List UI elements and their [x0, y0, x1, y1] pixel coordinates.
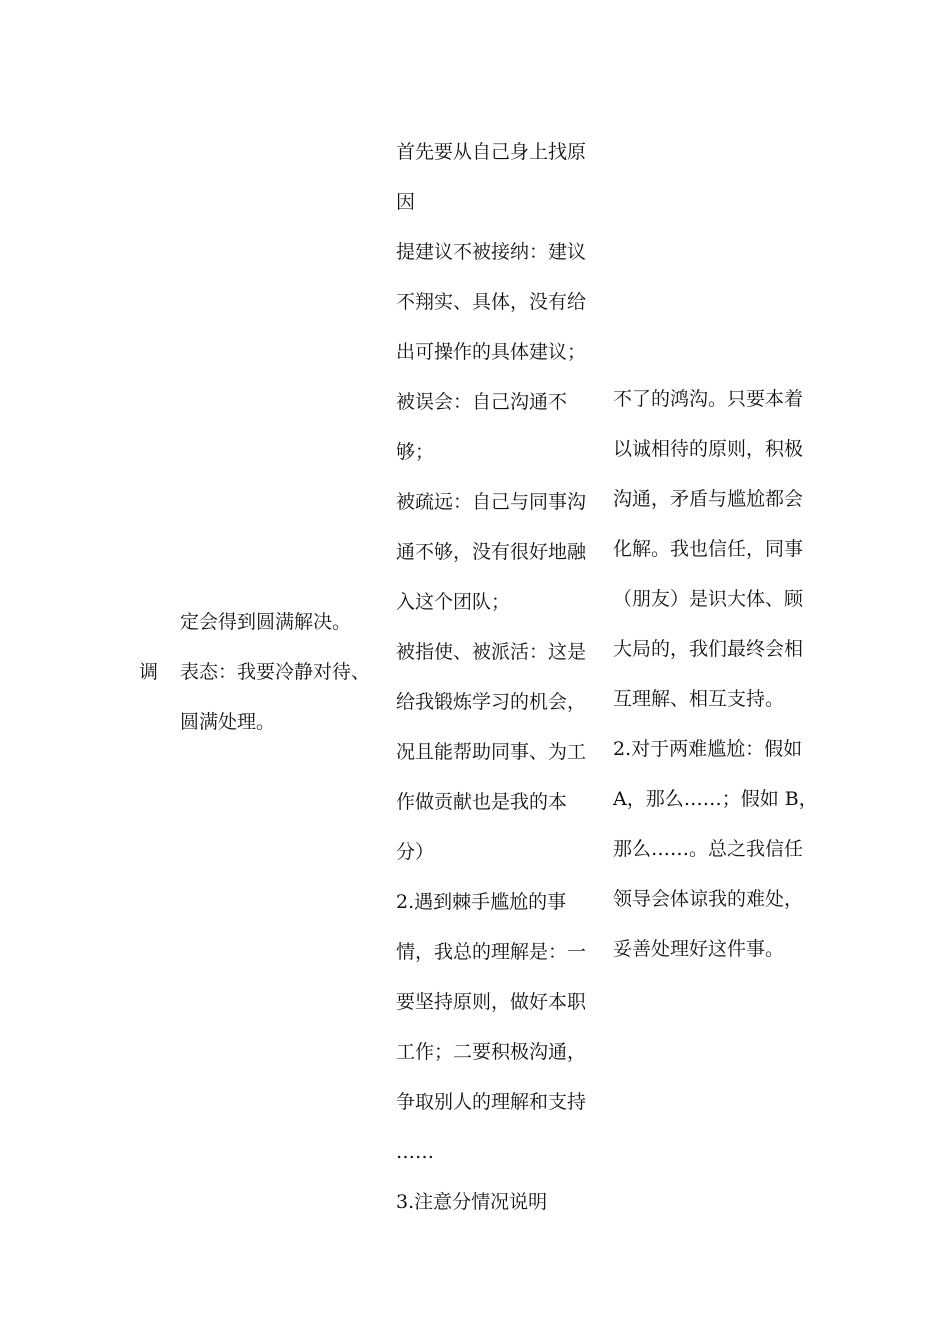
text-line: 够；	[396, 441, 435, 463]
text-line: 况且能帮助同事、为工	[396, 741, 587, 763]
text-line: 通不够，没有很好地融	[396, 541, 587, 563]
text-line: 出可操作的具体建议；	[396, 341, 587, 363]
text-line: 工作；二要积极沟通，	[396, 1041, 587, 1063]
table-column-analysis	[396, 127, 586, 1227]
text-line: 情，我总的理解是：一	[396, 941, 587, 963]
text-line: 圆满处理。	[180, 711, 276, 733]
text-line: 要坚持原则，做好本职	[396, 991, 587, 1013]
text-line: 2.遇到棘手尴尬的事	[396, 891, 567, 913]
text-line: 妥善处理好这件事。	[613, 938, 785, 960]
table-column-label	[139, 647, 158, 697]
text-line: 互理解、相互支持。	[613, 688, 785, 710]
text-line: 分）	[396, 841, 435, 863]
text-line: 表态：我要冷静对待、	[180, 661, 371, 683]
text-line: 被指使、被派活：这是	[396, 641, 587, 663]
text-line: 那么……。总之我信任	[613, 838, 804, 860]
text-line: 给我锻炼学习的机会，	[396, 691, 587, 713]
table-column-statement	[180, 597, 370, 747]
text-line: 定会得到圆满解决。	[180, 611, 352, 633]
text-line: 调	[139, 661, 159, 683]
text-line: 不翔实、具体，没有给	[396, 291, 587, 313]
text-line: 化解。我也信任，同事	[613, 538, 804, 560]
text-line: 首先要从自己身上找原	[396, 141, 587, 163]
text-line: （朋友）是识大体、顾	[613, 588, 804, 610]
text-line: 大局的，我们最终会相	[613, 638, 804, 660]
text-line: 领导会体谅我的难处，	[613, 888, 804, 910]
text-line: 提建议不被接纳：建议	[396, 241, 587, 263]
text-line: 入这个团队；	[396, 591, 511, 613]
text-line: A，那么……；假如 B，	[613, 788, 818, 810]
text-line: 以诚相待的原则，积极	[613, 438, 804, 460]
text-line: ……	[396, 1141, 434, 1163]
text-line: 争取别人的理解和支持	[396, 1091, 587, 1113]
text-line: 被误会：自己沟通不	[396, 391, 568, 413]
text-line: 3.注意分情况说明	[396, 1191, 548, 1213]
text-line: 作做贡献也是我的本	[396, 791, 568, 813]
text-line: 被疏远：自己与同事沟	[396, 491, 587, 513]
text-line: 沟通，矛盾与尴尬都会	[613, 488, 804, 510]
table-column-response	[613, 374, 818, 974]
text-line: 不了的鸿沟。只要本着	[613, 388, 804, 410]
text-line: 因	[396, 191, 416, 213]
text-line: 2.对于两难尴尬：假如	[613, 738, 803, 760]
